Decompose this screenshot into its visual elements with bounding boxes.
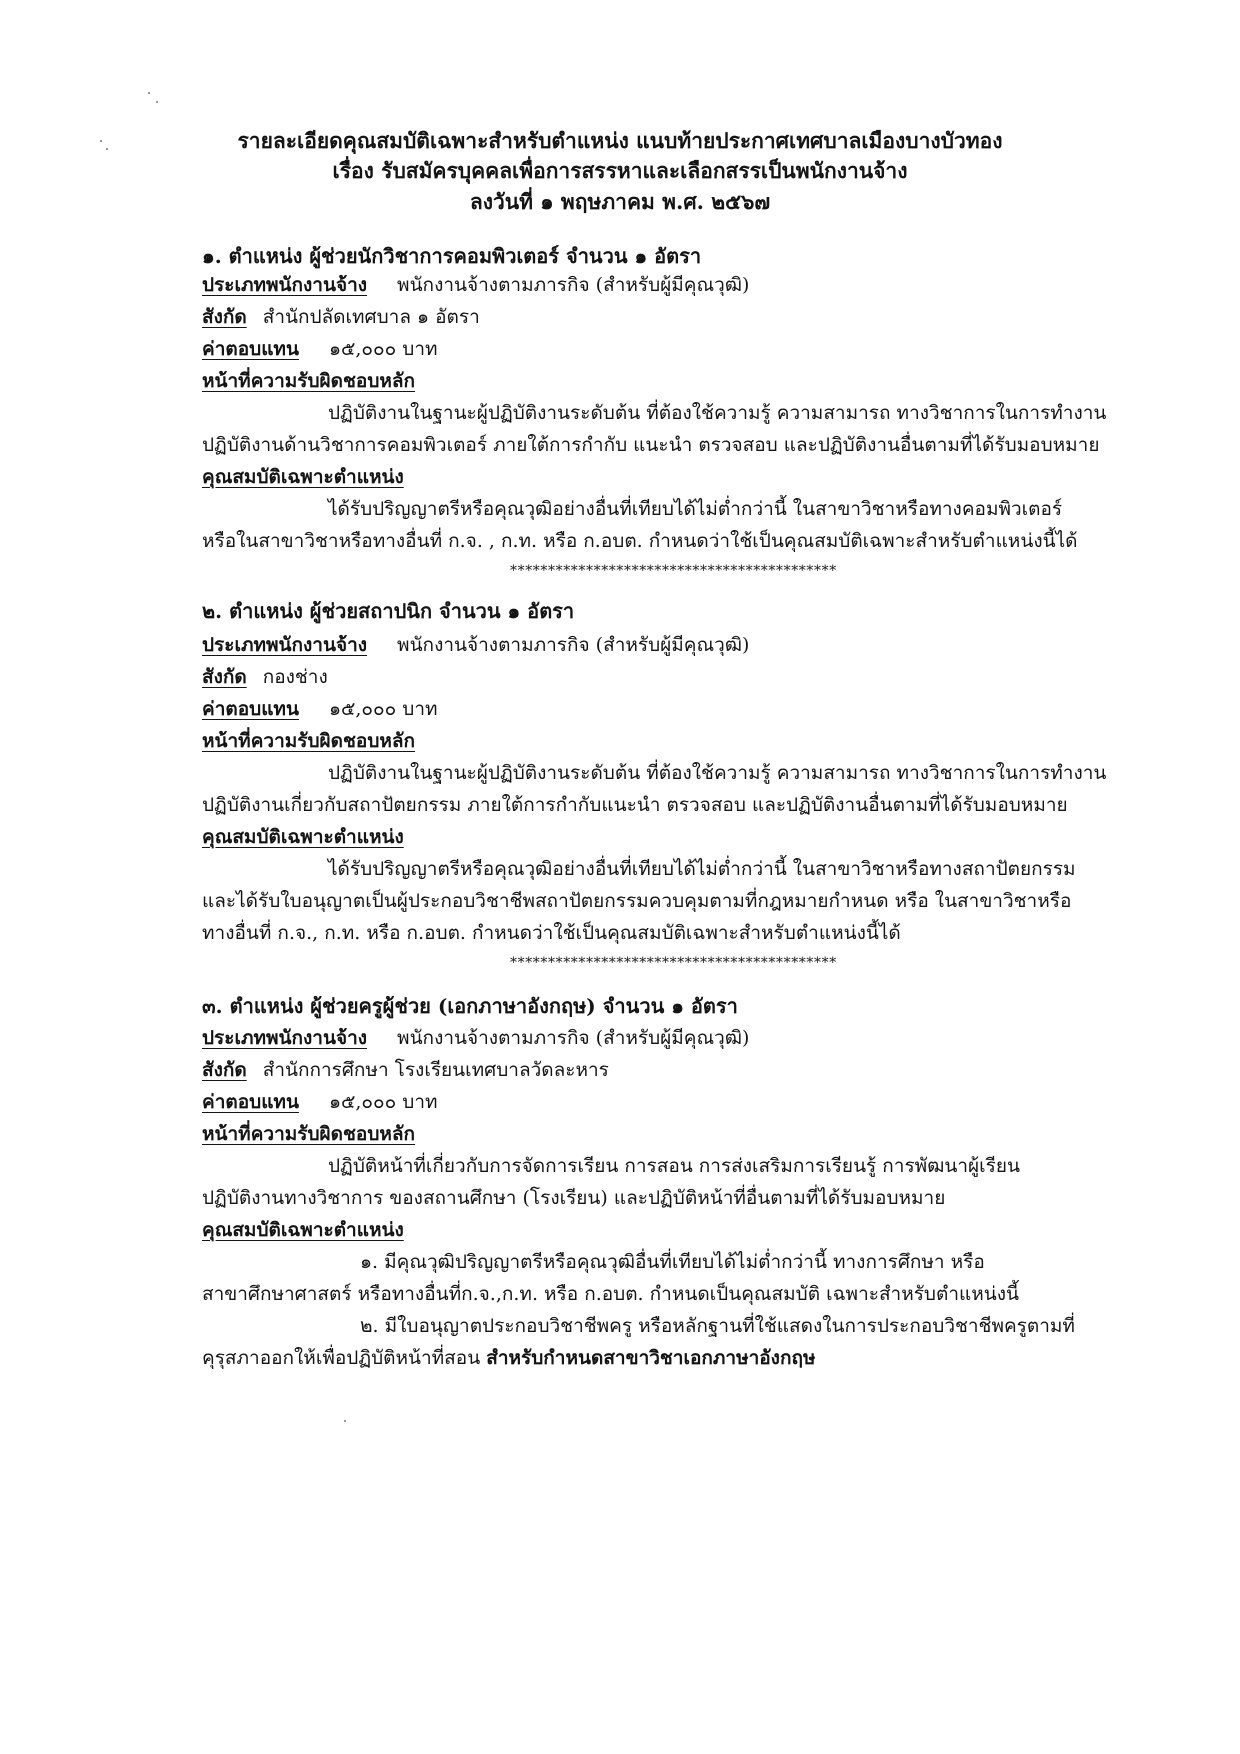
employment-type-label: ประเภทพนักงานจ้าง: [202, 1027, 368, 1049]
doc-title-line-2: เรื่อง รับสมัครบุคคลเพื่อการสรรหาและเลือกสรรเป็นพนักงานจ้าง: [332, 158, 908, 183]
qualification-line-last: [202, 1349, 816, 1368]
unit-value: สำนักการศึกษา โรงเรียนเทศบาลวัดละหาร: [262, 1059, 609, 1081]
qualification-line: ๒. มีใบอนุญาตประกอบวิชาชีพครู หรือหลักฐานที่ใช้แสดงในการประกอบวิชาชีพครูตามที่: [360, 1315, 1075, 1337]
position-heading: ๑. ตำแหน่ง ผู้ช่วยนักวิชาการคอมพิวเตอร์ จำนวน ๑ อัตรา: [202, 244, 702, 268]
unit-value: กองช่าง: [262, 666, 328, 688]
unit-label: สังกัด: [202, 306, 247, 328]
qualification-line: สาขาศึกษาศาสตร์ หรือทางอื่นที่ก.จ.,ก.ท. หรือ ก.อบต. กำหนดเป็นคุณสมบัติ เฉพาะสำหรับตำแหน่งนี้: [202, 1283, 1020, 1305]
section-separator: *******************************************: [510, 563, 837, 579]
unit-label: สังกัด: [202, 1059, 247, 1081]
qualification-label: คุณสมบัติเฉพาะตำแหน่ง: [202, 466, 404, 488]
doc-title-line-3: ลงวันที่ ๑ พฤษภาคม พ.ศ. ๒๕๖๗: [469, 189, 771, 214]
employment-type-label: ประเภทพนักงานจ้าง: [202, 274, 368, 296]
unit-row: [202, 1061, 609, 1080]
pay-row: [202, 340, 438, 359]
qualification-line: และได้รับใบอนุญาตเป็นผู้ประกอบวิชาชีพสถาปัตยกรรมควบคุมตามที่กฎหมายกำหนด หรือ ในสาขาวิชาหรือ: [202, 890, 1072, 912]
qualification-line: ทางอื่นที่ ก.จ., ก.ท. หรือ ก.อบต. กำหนดว่าใช้เป็นคุณสมบัติเฉพาะสำหรับตำแหน่งนี้ได้: [202, 922, 901, 944]
pay-value: ๑๕,๐๐๐ บาท: [328, 338, 438, 360]
employment-type-row: [202, 636, 749, 655]
pay-row: [202, 700, 438, 719]
qualification-line: ได้รับปริญญาตรีหรือคุณวุฒิอย่างอื่นที่เทียบได้ไม่ต่ำกว่านี้ ในสาขาวิชาหรือทางสถาปัตยกรรม: [328, 858, 1076, 880]
qualification-line: ได้รับปริญญาตรีหรือคุณวุฒิอย่างอื่นที่เทียบได้ไม่ต่ำกว่านี้ ในสาขาวิชาหรือทางคอมพิวเตอร์: [328, 498, 1063, 520]
doc-title-line-1: รายละเอียดคุณสมบัติเฉพาะสำหรับตำแหน่ง แนบท้ายประกาศเทศบาลเมืองบางบัวทอง: [237, 128, 1003, 153]
section-separator: *******************************************: [510, 955, 837, 971]
qualification-label: คุณสมบัติเฉพาะตำแหน่ง: [202, 1219, 404, 1241]
duty-line: ปฏิบัติงานทางวิชาการ ของสถานศึกษา (โรงเรียน) และปฏิบัติหน้าที่อื่นตามที่ได้รับมอบหมาย: [202, 1187, 946, 1209]
duty-label: หน้าที่ความรับผิดชอบหลัก: [202, 370, 416, 392]
employment-type-row: [202, 276, 749, 295]
unit-row: [202, 668, 328, 687]
pay-value: ๑๕,๐๐๐ บาท: [328, 698, 438, 720]
position-heading: ๓. ตำแหน่ง ผู้ช่วยครูผู้ช่วย (เอกภาษาอังกฤษ) จำนวน ๑ อัตรา: [202, 994, 738, 1018]
duty-line: ปฏิบัติงานเกี่ยวกับสถาปัตยกรรม ภายใต้การกำกับแนะนำ ตรวจสอบ และปฏิบัติงานอื่นตามที่ได้รับมอบหมาย: [202, 794, 1068, 816]
pay-label: ค่าตอบแทน: [202, 698, 299, 720]
qualification-line: หรือในสาขาวิชาหรือทางอื่นที่ ก.จ. , ก.ท. หรือ ก.อบต. กำหนดว่าใช้เป็นคุณสมบัติเฉพาะสำหรับตำแหน่งนี้ได้: [202, 530, 1078, 552]
unit-row: [202, 308, 480, 327]
pay-label: ค่าตอบแทน: [202, 1091, 299, 1113]
unit-label: สังกัด: [202, 666, 247, 688]
unit-value: สำนักปลัดเทศบาล ๑ อัตรา: [262, 306, 480, 328]
pay-row: [202, 1093, 438, 1112]
employment-type-label: ประเภทพนักงานจ้าง: [202, 634, 368, 656]
pay-value: ๑๕,๐๐๐ บาท: [328, 1091, 438, 1113]
duty-label: หน้าที่ความรับผิดชอบหลัก: [202, 1123, 416, 1145]
employment-type-value: พนักงานจ้างตามภารกิจ (สำหรับผู้มีคุณวุฒิ): [397, 634, 750, 656]
qualification-line: ๑. มีคุณวุฒิปริญญาตรีหรือคุณวุฒิอื่นที่เทียบได้ไม่ต่ำกว่านี้ ทางการศึกษา หรือ: [360, 1251, 985, 1273]
employment-type-value: พนักงานจ้างตามภารกิจ (สำหรับผู้มีคุณวุฒิ): [397, 1027, 750, 1049]
duty-line: ปฏิบัติงานด้านวิชาการคอมพิวเตอร์ ภายใต้การกำกับ แนะนำ ตรวจสอบ และปฏิบัติงานอื่นตามที่ได้รับมอบหมาย: [202, 434, 1100, 456]
pay-label: ค่าตอบแทน: [202, 338, 299, 360]
qualification-label: คุณสมบัติเฉพาะตำแหน่ง: [202, 826, 404, 848]
duty-line: ปฏิบัติงานในฐานะผู้ปฏิบัติงานระดับต้น ที่ต้องใช้ความรู้ ความสามารถ ทางวิชาการในการทำงาน: [328, 762, 1107, 784]
employment-type-value: พนักงานจ้างตามภารกิจ (สำหรับผู้มีคุณวุฒิ): [397, 274, 750, 296]
position-heading: ๒. ตำแหน่ง ผู้ช่วยสถาปนิก จำนวน ๑ อัตรา: [202, 599, 575, 623]
duty-line: ปฏิบัติหน้าที่เกี่ยวกับการจัดการเรียน การสอน การส่งเสริมการเรียนรู้ การพัฒนาผู้เรียน: [328, 1155, 1020, 1177]
duty-label: หน้าที่ความรับผิดชอบหลัก: [202, 730, 416, 752]
qualification-bold-tail: สำหรับกำหนดสาขาวิชาเอกภาษาอังกฤษ: [486, 1347, 816, 1369]
qualification-text: คุรุสภาออกให้เพื่อปฏิบัติหน้าที่สอน: [202, 1347, 481, 1369]
duty-line: ปฏิบัติงานในฐานะผู้ปฏิบัติงานระดับต้น ที่ต้องใช้ความรู้ ความสามารถ ทางวิชาการในการทำงาน: [328, 402, 1107, 424]
employment-type-row: [202, 1029, 749, 1048]
